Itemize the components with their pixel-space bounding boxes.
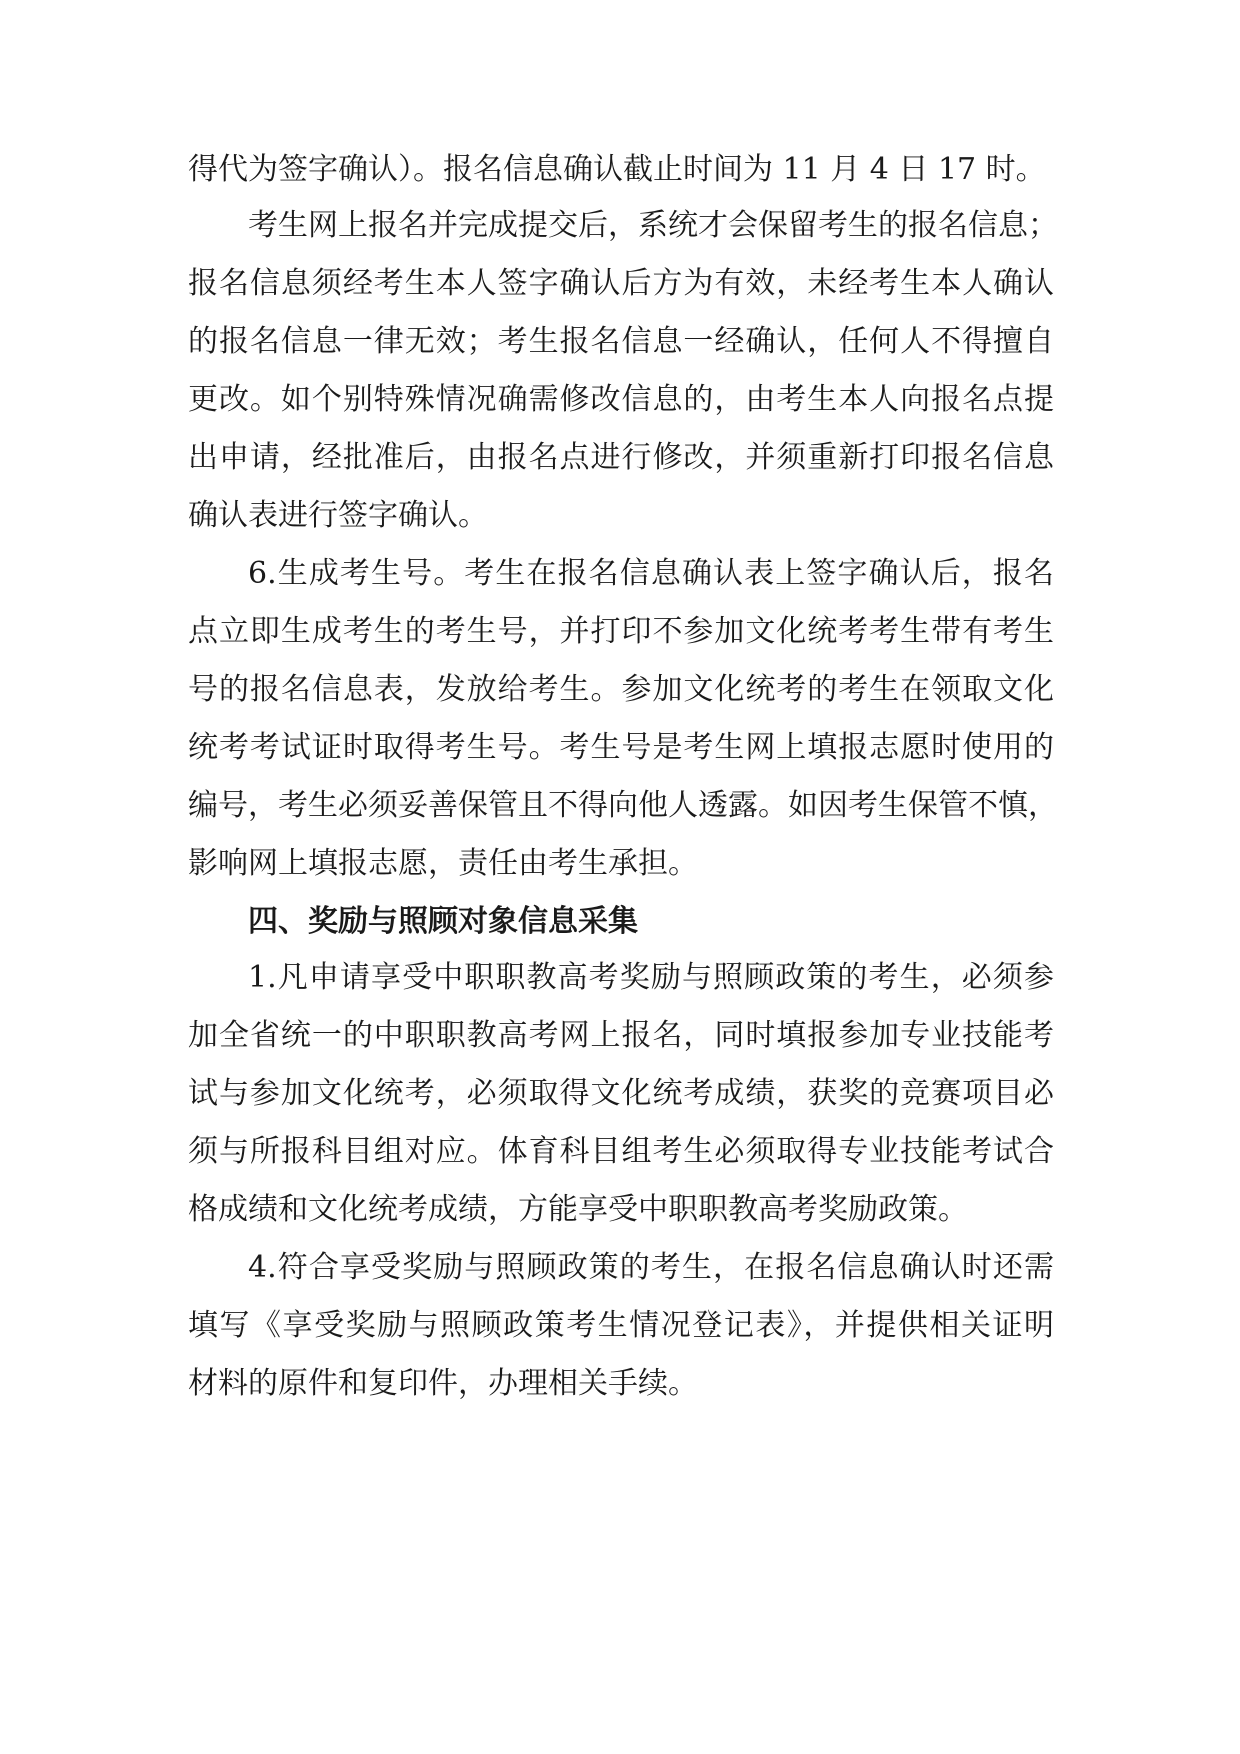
paragraph-line: 试与参加文化统考，必须取得文化统考成绩，获奖的竞赛项目必 <box>188 1076 1054 1111</box>
paragraph-line: 4.符合享受奖励与照顾政策的考生，在报名信息确认时还需 <box>248 1250 1054 1285</box>
paragraph-line: 考生网上报名并完成提交后，系统才会保留考生的报名信息； <box>248 208 1058 243</box>
paragraph-line: 统考考试证时取得考生号。考生号是考生网上填报志愿时使用的 <box>188 730 1054 765</box>
paragraph-line: 报名信息须经考生本人签字确认后方为有效，未经考生本人确认 <box>188 266 1054 301</box>
paragraph-line: 6.生成考生号。考生在报名信息确认表上签字确认后，报名 <box>248 556 1054 591</box>
paragraph-line: 确认表进行签字确认。 <box>188 498 488 533</box>
paragraph-line: 号的报名信息表，发放给考生。参加文化统考的考生在领取文化 <box>188 672 1054 707</box>
paragraph-line: 材料的原件和复印件，办理相关手续。 <box>188 1366 698 1401</box>
paragraph-line: 得代为签字确认）。报名信息确认截止时间为 11 月 4 日 17 时。 <box>188 152 1046 187</box>
section-heading: 四、奖励与照顾对象信息采集 <box>248 904 638 939</box>
paragraph-line: 出申请，经批准后，由报名点进行修改，并须重新打印报名信息 <box>188 440 1054 475</box>
paragraph-line: 填写《享受奖励与照顾政策考生情况登记表》，并提供相关证明 <box>188 1308 1054 1343</box>
paragraph-line: 须与所报科目组对应。体育科目组考生必须取得专业技能考试合 <box>188 1134 1054 1169</box>
paragraph-line: 加全省统一的中职职教高考网上报名，同时填报参加专业技能考 <box>188 1018 1054 1053</box>
paragraph-line: 格成绩和文化统考成绩，方能享受中职职教高考奖励政策。 <box>188 1192 968 1227</box>
paragraph-line: 更改。如个别特殊情况确需修改信息的，由考生本人向报名点提 <box>188 382 1054 417</box>
paragraph-line: 影响网上填报志愿，责任由考生承担。 <box>188 846 698 881</box>
paragraph-line: 1.凡申请享受中职职教高考奖励与照顾政策的考生，必须参 <box>248 960 1054 995</box>
paragraph-line: 点立即生成考生的考生号，并打印不参加文化统考考生带有考生 <box>188 614 1054 649</box>
paragraph-line: 的报名信息一律无效；考生报名信息一经确认，任何人不得擅自 <box>188 324 1054 359</box>
paragraph-line: 编号，考生必须妥善保管且不得向他人透露。如因考生保管不慎， <box>188 788 1058 823</box>
